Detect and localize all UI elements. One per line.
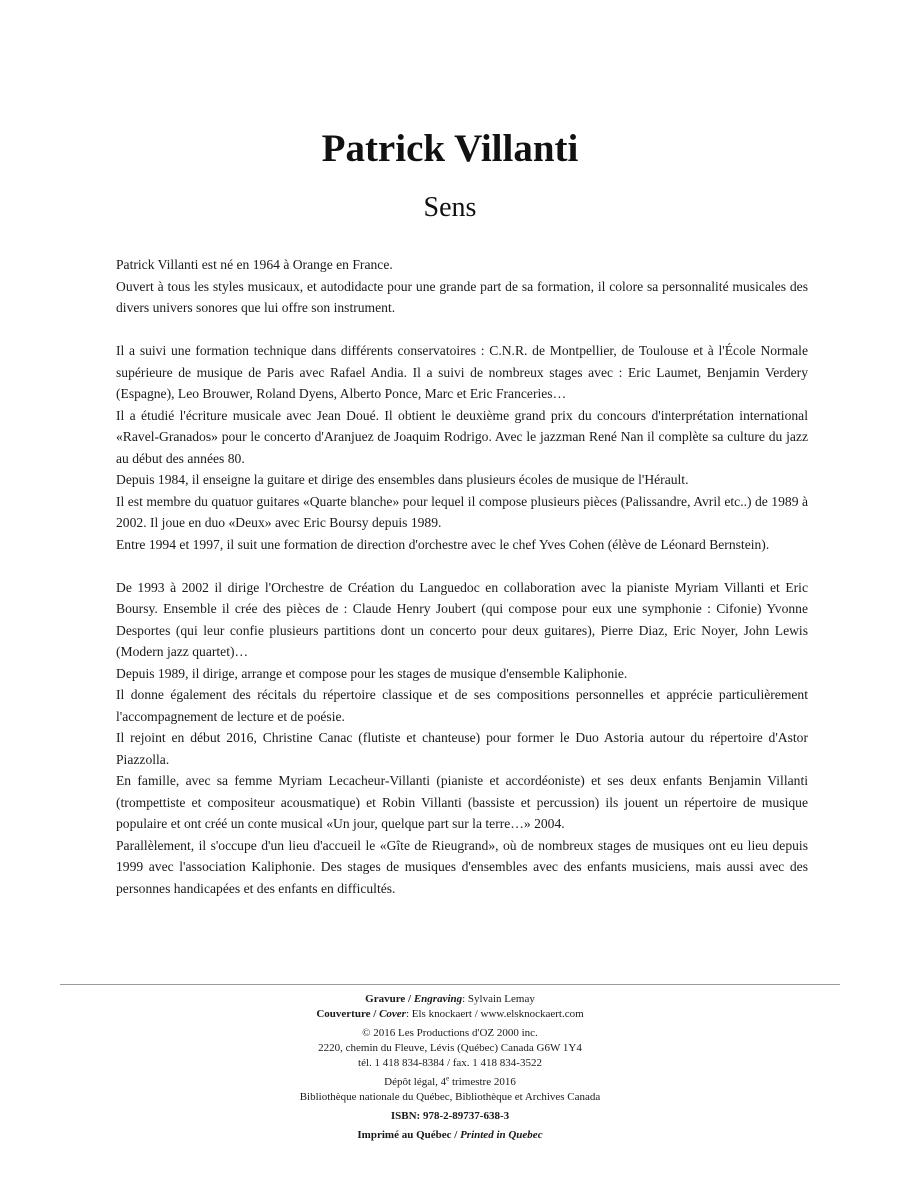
bio-paragraph: En famille, avec sa femme Myriam Lecacheur-Villanti (pianiste et accordéoniste) et ses deux enfants Benjamin Villanti (trompettiste et compositeur acousmatique) et Robin Villanti (bassiste et percussion) ils jouent un répertoire de musique populaire et ont créé un conte musical «Un jour, quelque part sur la terre…» 2004.: [116, 773, 808, 831]
engraving-name: : Sylvain Lemay: [462, 993, 535, 1005]
cover-credit: [0, 1007, 900, 1022]
phone-line: tél. 1 418 834-8384 / fax. 1 418 834-3522: [358, 1057, 542, 1069]
engraving-credit: [0, 992, 900, 1007]
engraving-label-fr: Gravure /: [365, 993, 414, 1005]
isbn-line: ISBN: 978-2-89737-638-3: [390, 1110, 510, 1122]
bio-paragraph: Il est membre du quatuor guitares «Quarte blanche» pour lequel il compose plusieurs pièces (Palissandre, Avril etc..) de 1989 à 2002. Il joue en duo «Deux» avec Eric Boursy depuis 1989.: [116, 493, 808, 530]
bio-paragraph: Ouvert à tous les styles musicaux, et autodidacte pour une grande part de sa formation, il colore sa personnalité musicales des divers univers sonores que lui offre son instrument.: [116, 278, 808, 315]
bio-paragraph: Depuis 1989, il dirige, arrange et compose pour les stages de musique d'ensemble Kaliphonie.: [116, 665, 628, 681]
bio-paragraph: Il a suivi une formation technique dans différents conservatoires : C.N.R. de Montpellier, de Toulouse et à l'École Normale supérieure de musique de Paris avec Rafael Andia. Il a suivi de nombreux stages avec : Eric Laumet, Benjamin Verdery (Espagne), Leo Brouwer, Roland Dyens, Alberto Ponce, Marc et Eric Franceries…: [116, 343, 808, 401]
copyright-line: © 2016 Les Productions d'OZ 2000 inc.: [362, 1027, 538, 1039]
printed-label-en: Printed in Quebec: [460, 1129, 543, 1141]
biography-text: [116, 254, 808, 899]
legal-deposit-line: [0, 1075, 900, 1090]
bio-paragraph: Parallèlement, il s'occupe d'un lieu d'accueil le «Gîte de Rieugrand», où de nombreux stages de musiques ont eu lieu depuis 1999 avec l'association Kaliphonie. Des stages de musiques d'ensembles avec des enfants musiciens, mais aussi avec des personnes handicapées et des enfants en difficultés.: [116, 837, 808, 896]
cover-label-en: Cover: [379, 1008, 406, 1020]
bio-paragraph: Entre 1994 et 1997, il suit une formation de direction d'orchestre avec le chef Yves Cohen (élève de Léonard Bernstein).: [116, 536, 770, 552]
engraving-label-en: Engraving: [413, 993, 463, 1005]
libraries-line: Bibliothèque nationale du Québec, Bibliothèque et Archives Canada: [299, 1091, 601, 1103]
colophon: [0, 992, 900, 1143]
cover-name: : Els knockaert / www.elsknockaert.com: [405, 1008, 584, 1020]
legal-deposit-year: trimestre 2016: [449, 1076, 516, 1088]
bio-paragraph: Patrick Villanti est né en 1964 à Orange en France.: [116, 257, 393, 272]
bio-paragraph: Il a étudié l'écriture musicale avec Jean Doué. Il obtient le deuxième grand prix du concours d'interprétation international «Ravel-Granados» pour le concerto d'Aranjuez de Joaquim Rodrigo. Avec le jazzman René Nan il complète sa culture du jazz au début des années 80.: [116, 407, 808, 466]
page-subtitle: Sens: [423, 192, 477, 223]
paragraph-gap: [116, 319, 808, 341]
printed-line: [0, 1128, 900, 1143]
legal-deposit-sup: e: [446, 1074, 450, 1083]
printed-label-fr: Imprimé au Québec /: [357, 1129, 461, 1141]
page-title: Patrick Villanti: [321, 127, 579, 170]
bio-paragraph: Il rejoint en début 2016, Christine Canac (flutiste et chanteuse) pour former le Duo Astoria autour du répertoire d'Astor Piazzolla.: [116, 730, 808, 767]
bio-paragraph: Depuis 1984, il enseigne la guitare et dirige des ensembles dans plusieurs écoles de musique de l'Hérault.: [116, 472, 689, 487]
cover-label-fr: Couverture /: [316, 1008, 380, 1020]
bio-paragraph: De 1993 à 2002 il dirige l'Orchestre de Création du Languedoc en collaboration avec la pianiste Myriam Villanti et Eric Boursy. Ensemble il crée des pièces de : Claude Henry Joubert (qui compose pour eux une symphonie : Cifonie) Yvonne Desportes (qui leur confie plusieurs partitions dont un concerto pour deux guitares), Pierre Diaz, Eric Noyer, John Lewis (Modern jazz quartet)…: [116, 579, 808, 659]
legal-deposit-text: Dépôt légal, 4: [384, 1076, 447, 1088]
bio-paragraph: Il donne également des récitals du répertoire classique et de ses compositions personnelles et apprécie particulièrement l'accompagnement de lecture et de poésie.: [116, 687, 808, 724]
address-line: 2220, chemin du Fleuve, Lévis (Québec) Canada G6W 1Y4: [318, 1042, 582, 1054]
divider-line: [60, 984, 840, 985]
paragraph-gap: [116, 555, 808, 577]
